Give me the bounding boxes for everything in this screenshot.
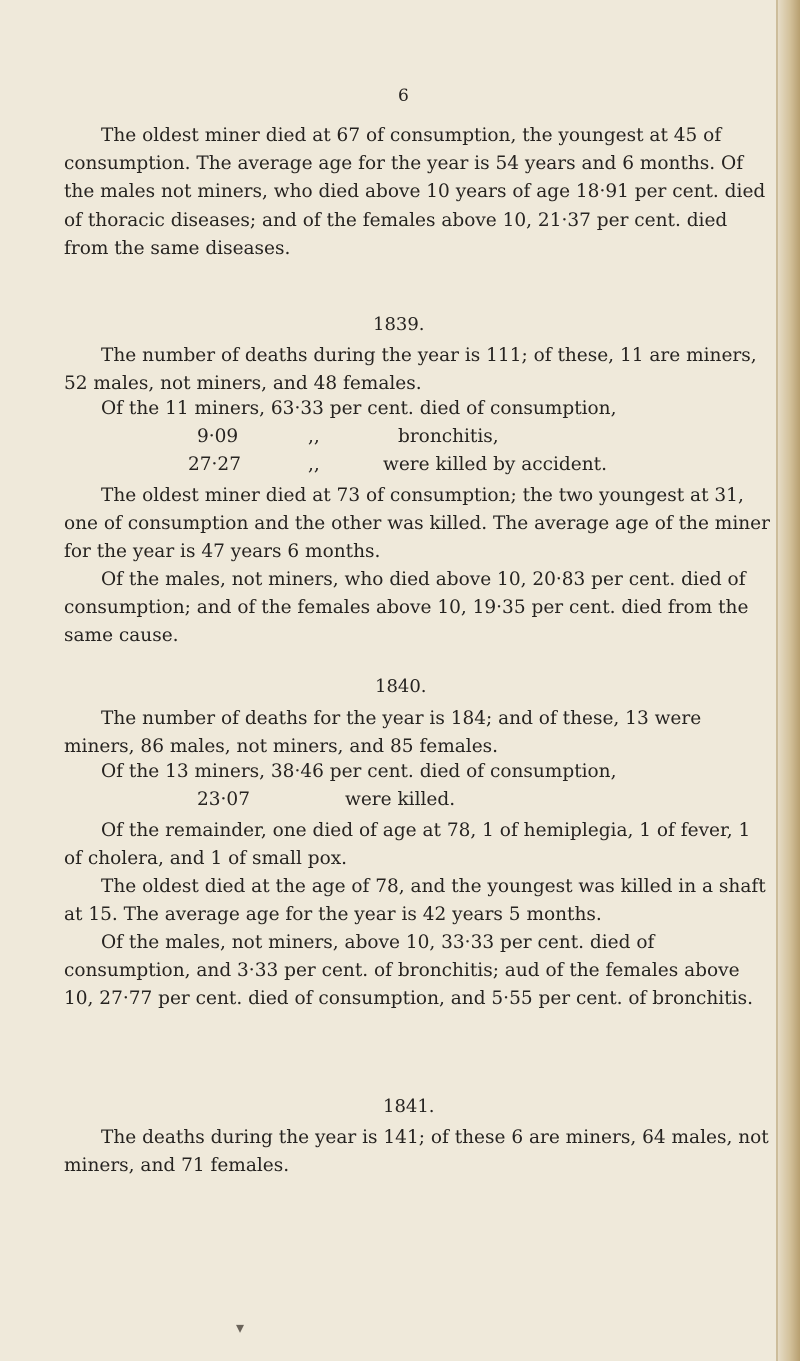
row-1839-bronchitis-ditto: ,, [308,426,320,447]
paragraph-text: The oldest miner died at 73 of consumption; the two youngest at 31, one of consumption and the other was killed. The average age of the miner for the year is 47 years 6 months. [64,485,770,563]
paragraph-1840-males [64,929,770,1014]
paragraph-1839-males [64,566,770,651]
paragraph-1841-deaths [64,1124,770,1180]
year-heading-1841: 1841. [383,1096,435,1117]
paragraph-text: The number of deaths for the year is 184; and of these, 13 were miners, 86 males, not miners, and 85 females. [64,708,702,758]
paragraph-text: Of the males, not miners, above 10, 33·33 per cent. died of consumption, and 3·33 per cent. of bronchitis; aud of the females above 10, 27·77 per cent. died of consumption, and 5·55 per cent. of bronchitis. [64,932,753,1010]
row-1839-accident-ditto: ,, [308,454,320,475]
paragraph-1839-oldest [64,482,770,567]
year-heading-1839: 1839. [373,314,425,335]
page-edge [778,0,800,1361]
row-1839-bronchitis-label: bronchitis, [398,426,499,447]
row-1840-killed-value: 23·07 [197,789,250,810]
stray-mark: ▾ [236,1318,245,1337]
paragraph-text: The oldest died at the age of 78, and the youngest was killed in a shaft at 15. The average age for the year is 42 years 5 months. [64,876,766,926]
paragraph-text: Of the remainder, one died of age at 78, 1 of hemiplegia, 1 of fever, 1 of cholera, and 1 of small pox. [64,820,751,870]
paragraph-text: Of the males, not miners, who died above 10, 20·83 per cent. died of consumption; and of the females above 10, 19·35 per cent. died from the same cause. [64,569,749,647]
row-1839-accident-value: 27·27 [188,454,241,475]
paragraph-text: The number of deaths during the year is 111; of these, 11 are miners, 52 males, not miners, and 48 females. [64,345,757,395]
row-1840-killed-label: were killed. [345,789,456,810]
paragraph-1840-remainder [64,817,770,873]
paragraph-1840-oldest [64,873,770,929]
row-1840-consumption: Of the 13 miners, 38·46 per cent. died of consumption, [101,761,617,782]
paragraph-text: The deaths during the year is 141; of these 6 are miners, 64 males, not miners, and 71 females. [64,1127,769,1177]
paragraph-1840-deaths [64,705,770,761]
row-1839-accident-label: were killed by accident. [383,454,607,475]
paragraph-1839-deaths [64,342,770,398]
row-1839-consumption: Of the 11 miners, 63·33 per cent. died of consumption, [101,398,617,419]
page-number: 6 [398,86,409,106]
paragraph-text: The oldest miner died at 67 of consumption, the youngest at 45 of consumption. The average age for the year is 54 years and 6 months. Of the males not miners, who died above 10 years of age 18·91 per cent. died of thoracic diseases; and of the females above 10, 21·37 per cent. died from the same diseases. [64,125,766,259]
row-1839-bronchitis-value: 9·09 [197,426,239,447]
paragraph-opening [64,122,770,263]
year-heading-1840: 1840. [375,676,427,697]
